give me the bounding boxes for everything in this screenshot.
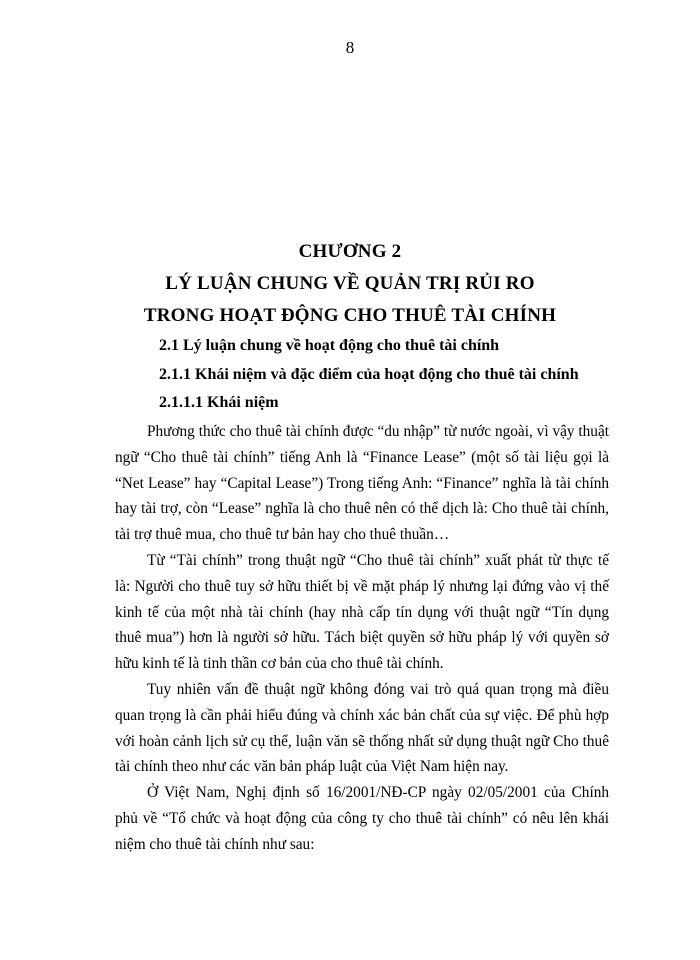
page-number: 8 bbox=[345, 38, 355, 57]
body-text bbox=[115, 419, 609, 858]
section-heading-2-1: 2.1 Lý luận chung về hoạt động cho thuê tài chính bbox=[159, 337, 500, 354]
paragraph: Phương thức cho thuê tài chính được “du nhập” từ nước ngoài, vì vậy thuật ngữ “Cho thuê tài chính” tiếng Anh là “Finance Lease” (một số tài liệu gọi là “Net Lease” hay “Capital Lease”) Trong tiếng Anh: “Finance” nghĩa là tài chính hay tài trợ, còn “Lease” nghĩa là cho thuê nên có thể dịch là: Cho thuê tài chính, tài trợ thuê mua, cho thuê tư bản hay cho thuê thuần… bbox=[115, 423, 609, 544]
paragraph: Tuy nhiên vấn đề thuật ngữ không đóng vai trò quá quan trọng mà điều quan trọng là cần phải hiểu đúng và chính xác bản chất của sự việc. Để phù hợp với hoàn cảnh lịch sử cụ thể, luận văn sẽ thống nhất sử dụng thuật ngữ Cho thuê tài chính theo như các văn bản pháp luật của Việt Nam hiện nay. bbox=[115, 680, 609, 776]
chapter-title-line-2: TRONG HOẠT ĐỘNG CHO THUÊ TÀI CHÍNH bbox=[143, 305, 557, 326]
chapter-label: CHƯƠNG 2 bbox=[298, 241, 402, 262]
paragraph: Ở Việt Nam, Nghị định số 16/2001/NĐ-CP ngày 02/05/2001 của Chính phủ về “Tổ chức và hoạt động của công ty cho thuê tài chính” có nêu lên khái niệm cho thuê tài chính như sau: bbox=[115, 784, 609, 853]
section-heading-2-1-1: 2.1.1 Khái niệm và đặc điểm của hoạt động cho thuê tài chính bbox=[159, 366, 579, 383]
chapter-title-line-1: LÝ LUẬN CHUNG VỀ QUẢN TRỊ RỦI RO bbox=[165, 273, 535, 294]
section-heading-2-1-1-1: 2.1.1.1 Khái niệm bbox=[159, 394, 279, 411]
paragraph: Từ “Tài chính” trong thuật ngữ “Cho thuê tài chính” xuất phát từ thực tế là: Người cho thuê tuy sở hữu thiết bị về mặt pháp lý nhưng lại đứng vào vị thế kinh tế của một nhà tài chính (hay nhà cấp tín dụng với thuật ngữ “Tín dụng thuê mua”) hơn là người sở hữu. Tách biệt quyền sở hữu pháp lý với quyền sở hữu kinh tế là tinh thần cơ bản của cho thuê tài chính. bbox=[115, 551, 609, 673]
